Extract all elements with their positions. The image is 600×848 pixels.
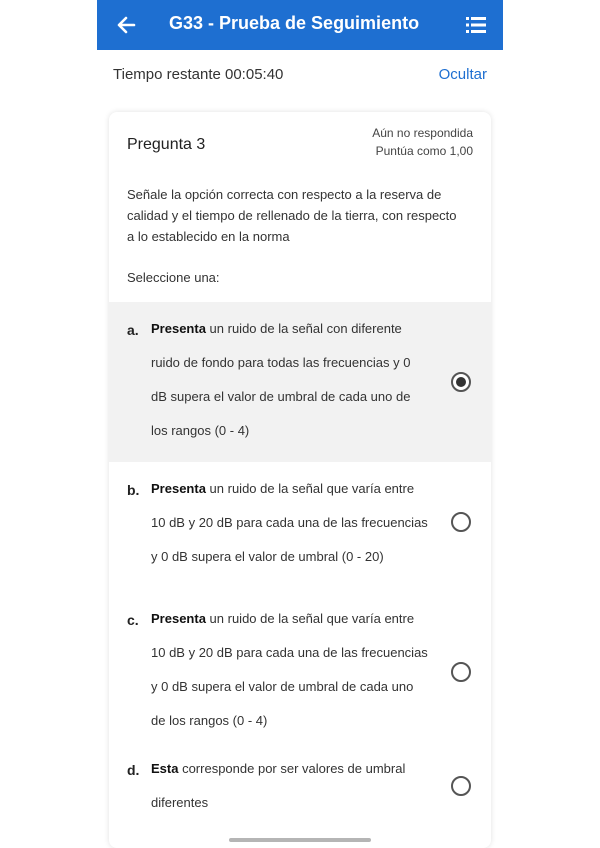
option-lead: Presenta (151, 611, 210, 626)
time-remaining: Tiempo restante 00:05:40 (113, 66, 284, 83)
question-card (109, 112, 491, 848)
option-lead: Presenta (151, 481, 210, 496)
option-body: un ruido de la señal con diferente ruido de fondo para todas las frecuencias y 0 dB supera el valor de umbral de cada uno de los rangos (0 - 4) (151, 321, 411, 438)
option-lead: Presenta (151, 321, 210, 336)
option-a[interactable] (109, 302, 491, 462)
option-body: un ruido de la señal que varía entre 10 dB y 20 dB para cada una de las frecuencias y 0 dB supera el valor de umbral de cada uno de los rangos (0 - 4) (151, 611, 428, 728)
option-body: corresponde por ser valores de umbral diferentes (151, 761, 406, 810)
option-lead: Esta (151, 761, 183, 776)
radio-option-d[interactable] (451, 776, 471, 796)
hide-timer-link[interactable]: Ocultar (438, 66, 487, 83)
home-indicator (229, 838, 371, 842)
option-letter: d. (127, 762, 140, 778)
select-one-label: Seleccione una: (127, 270, 220, 285)
option-body: un ruido de la señal que varía entre 10 dB y 20 dB para cada una de las frecuencias y 0 dB supera el valor de umbral (0 - 20) (151, 481, 428, 564)
timer-row (97, 60, 503, 90)
question-number: Pregunta 3 (127, 136, 206, 153)
option-c[interactable] (109, 602, 491, 752)
question-header (109, 112, 491, 172)
option-letter: c. (127, 612, 139, 628)
option-text (151, 752, 429, 820)
option-d[interactable] (109, 752, 491, 848)
phone-screen (97, 0, 503, 848)
option-text (151, 472, 429, 574)
question-status (253, 124, 473, 160)
arrow-left-icon[interactable] (111, 10, 141, 40)
radio-option-a[interactable] (451, 372, 471, 392)
option-letter: b. (127, 482, 140, 498)
radio-option-b[interactable] (451, 512, 471, 532)
list-menu-icon[interactable] (463, 12, 489, 38)
option-text (151, 312, 429, 448)
option-letter: a. (127, 322, 139, 338)
option-b[interactable] (109, 462, 491, 602)
page-title: G33 - Prueba de Seguimiento (169, 13, 420, 33)
question-status-score: Puntúa como 1,00 (375, 144, 473, 158)
app-bar (97, 0, 503, 50)
option-text (151, 602, 429, 738)
question-text: Señale la opción correcta con respecto a la reserva de calidad y el tiempo de rellenado de la tierra, con respecto a lo establecido en la norma (127, 187, 457, 244)
question-status-answered: Aún no respondida (372, 126, 473, 140)
radio-option-c[interactable] (451, 662, 471, 682)
